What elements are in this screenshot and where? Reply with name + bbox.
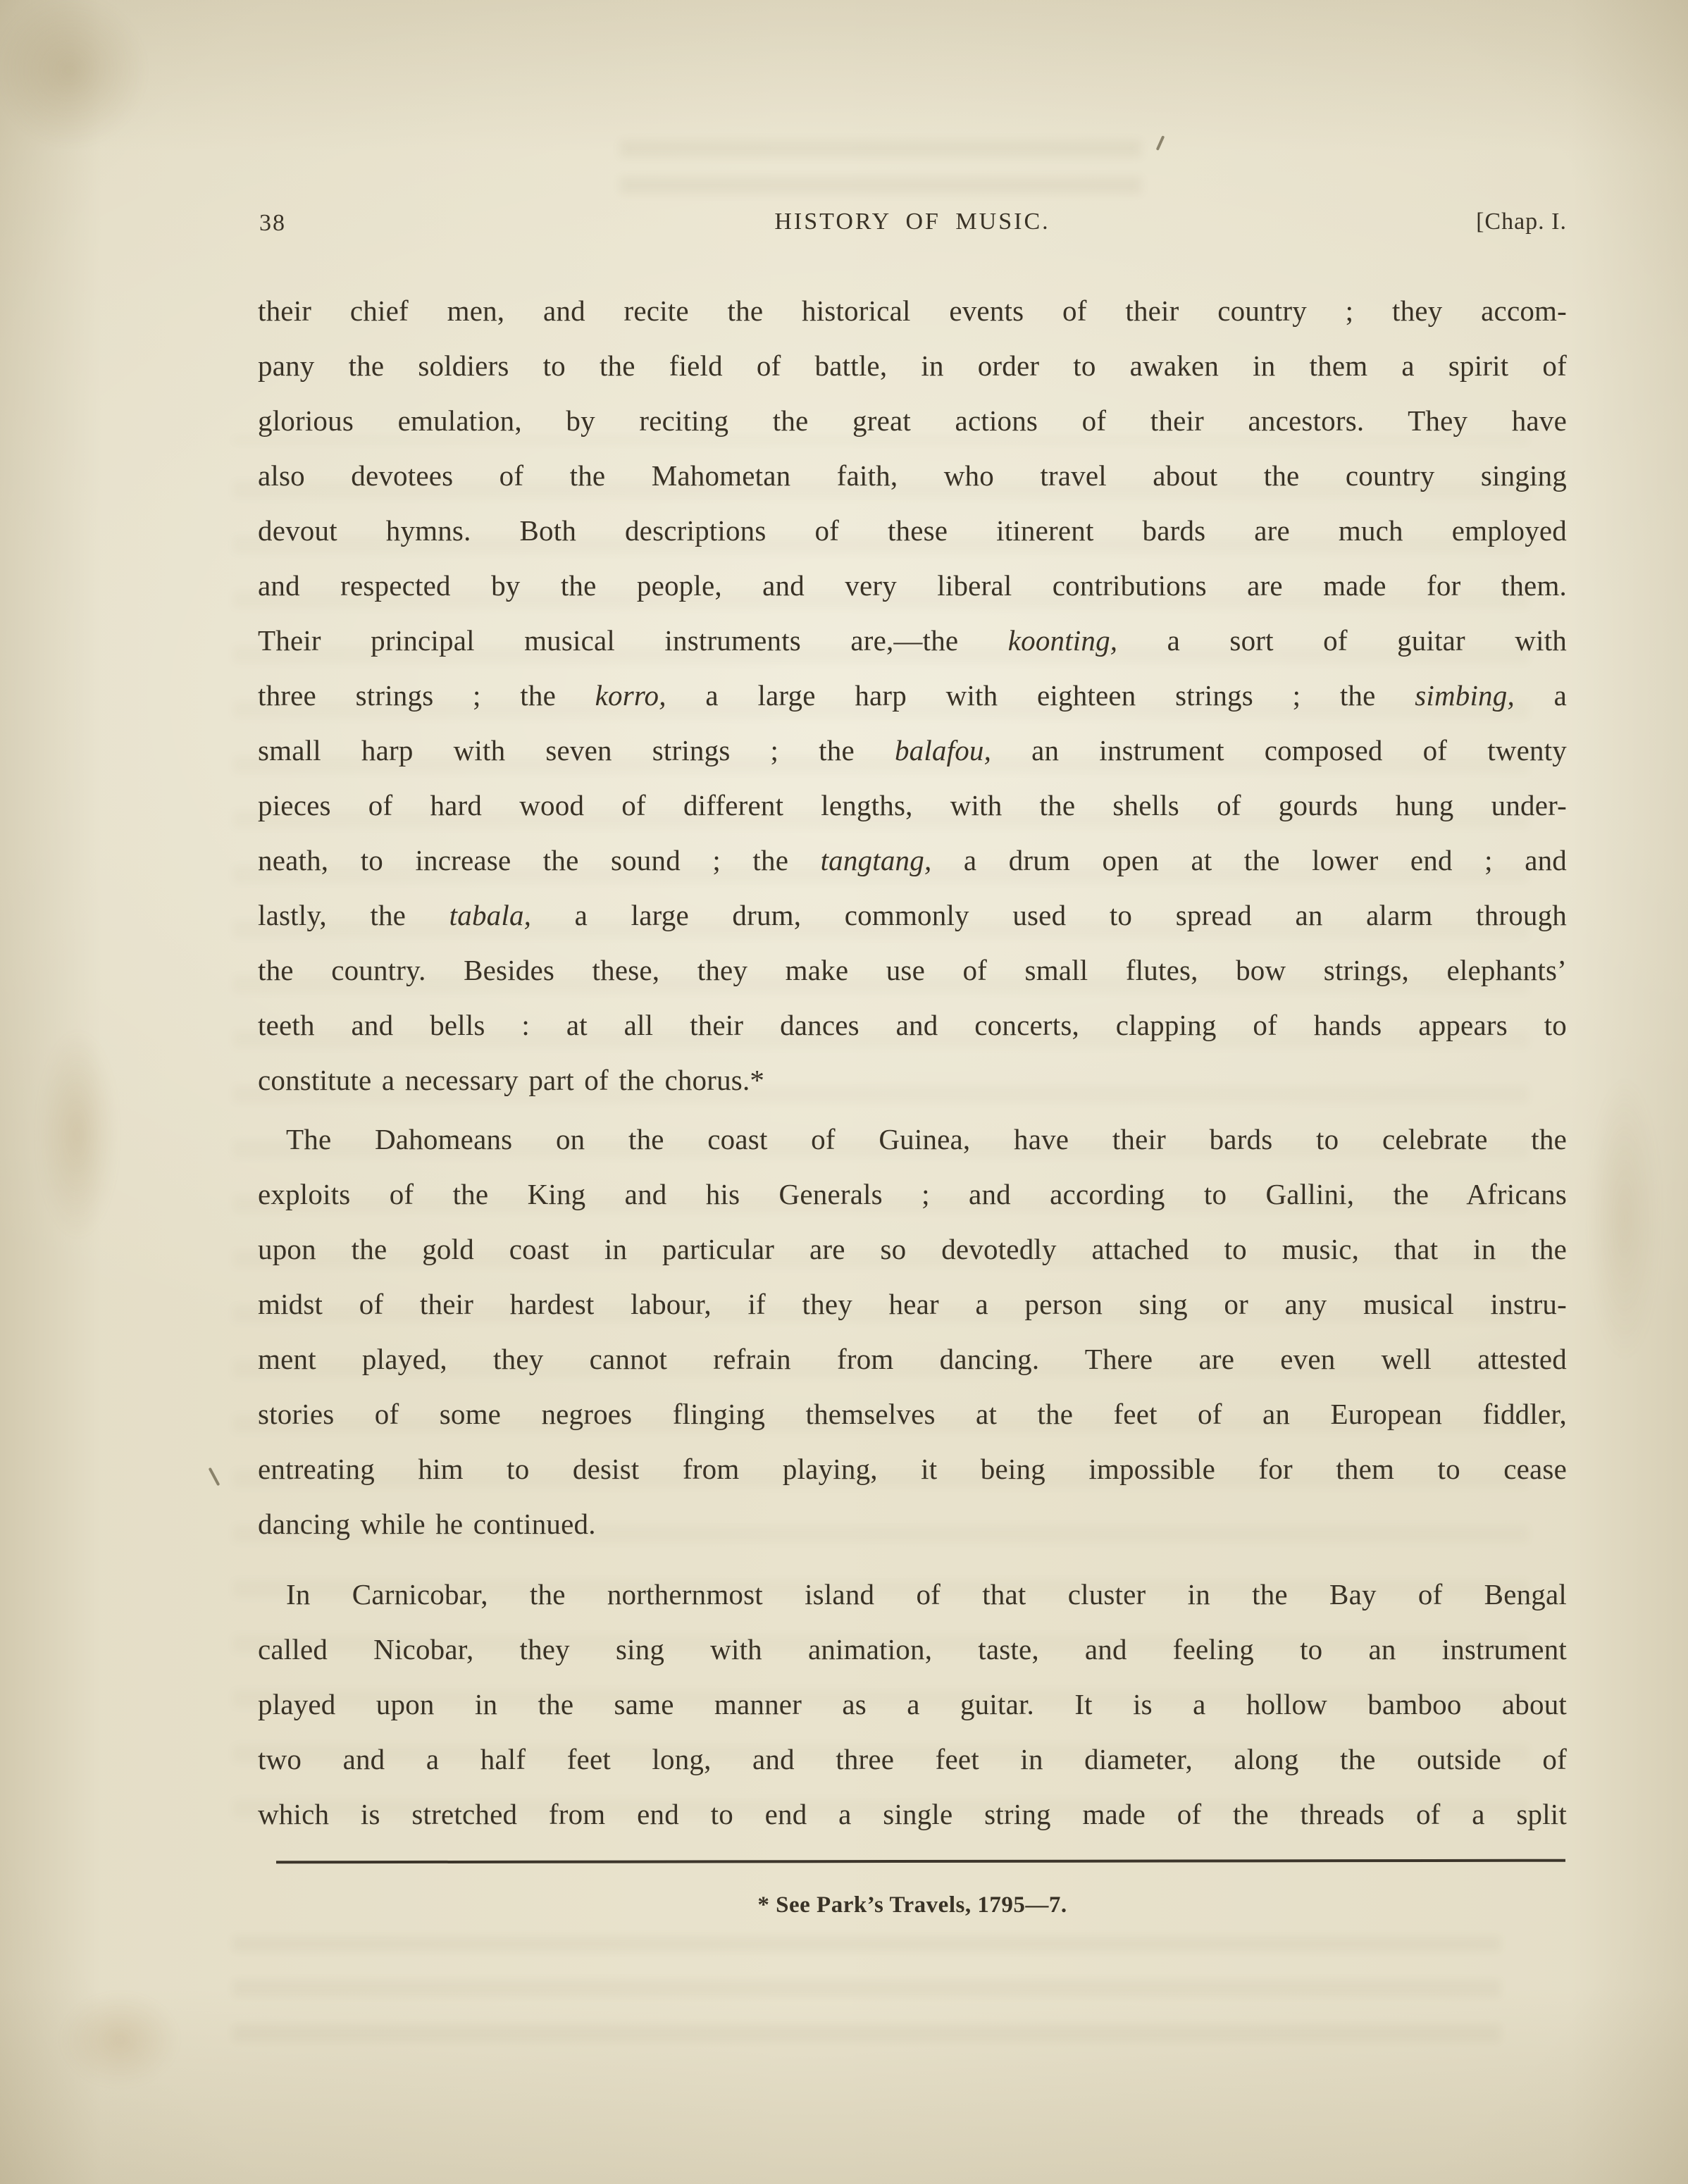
text-line: pieces of hard wood of different lengths, with the shells of gourds hung under- [258, 789, 1567, 821]
text-line: their chief men, and recite the historical events of their country ; they accom- [258, 294, 1567, 327]
text-line: stories of some negroes flinging themselves at the feet of an European fiddler, [258, 1398, 1567, 1430]
paper-stain [35, 1973, 204, 2107]
paragraph [258, 1567, 1567, 1842]
footnote: * See Park’s Travels, 1795—7. [757, 1892, 1067, 1918]
text-line: The Dahomeans on the coast of Guinea, have their bards to celebrate the [286, 1123, 1567, 1155]
body-text [258, 283, 1567, 1842]
text-line: Their principal musical instruments are,—the koonting, a sort of guitar with [258, 624, 1567, 657]
text-line: glorious emulation, by reciting the great actions of their ancestors. They have [258, 404, 1567, 437]
ink-mark [1156, 135, 1165, 151]
text-line: which is stretched from end to end a single string made of the threads of a split [258, 1798, 1567, 1830]
text-line: teeth and bells : at all their dances and concerts, clapping of hands appears to [258, 1009, 1567, 1041]
text-line: upon the gold coast in particular are so devotedly attached to music, that in the [258, 1233, 1567, 1265]
text-line: called Nicobar, they sing with animation, taste, and feeling to an instrument [258, 1633, 1567, 1665]
text-line: also devotees of the Mahometan faith, who travel about the country singing [258, 459, 1567, 492]
text-line: the country. Besides these, they make use of small flutes, bow strings, elephants’ [258, 954, 1567, 986]
bleedthrough-text [232, 1936, 1501, 2042]
text-line: constitute a necessary part of the chorus.* [258, 1064, 765, 1096]
text-line: pany the soldiers to the field of battle, in order to awaken in them a spirit of [258, 349, 1567, 382]
page-header [258, 209, 1567, 245]
chapter-label: [Chap. I. [1476, 209, 1567, 235]
text-line: entreating him to desist from playing, it being impossible for them to cease [258, 1453, 1567, 1485]
text-line: two and a half feet long, and three feet in diameter, along the outside of [258, 1743, 1567, 1775]
bleedthrough-text [620, 137, 1141, 194]
text-line: three strings ; the korro, a large harp with eighteen strings ; the simbing, a [258, 679, 1567, 712]
running-title: HISTORY OF MUSIC. [774, 209, 1050, 235]
text-line: neath, to increase the sound ; the tangtang, a drum open at the lower end ; and [258, 844, 1567, 876]
text-line: midst of their hardest labour, if they hear a person sing or any musical instru- [258, 1288, 1567, 1320]
text-line: ment played, they cannot refrain from dancing. There are even well attested [258, 1343, 1567, 1375]
text-line: small harp with seven strings ; the balafou, an instrument composed of twenty [258, 734, 1568, 767]
text-line: dancing while he continued. [258, 1508, 596, 1540]
paper-stain [1575, 1022, 1674, 1416]
paper-stain [21, 986, 134, 1282]
ink-mark [209, 1468, 221, 1487]
paper-stain [0, 0, 176, 176]
paragraph [258, 1112, 1567, 1551]
paragraph [258, 283, 1567, 1107]
text-line: In Carnicobar, the northernmost island of that cluster in the Bay of Bengal [286, 1578, 1567, 1611]
text-line: lastly, the tabala, a large drum, commonly used to spread an alarm through [258, 899, 1568, 931]
text-line: and respected by the people, and very liberal contributions are made for them. [258, 569, 1567, 602]
footnote-rule [276, 1859, 1565, 1864]
page-number: 38 [259, 210, 286, 236]
text-line: devout hymns. Both descriptions of these itinerent bards are much employed [258, 514, 1567, 547]
text-line: exploits of the King and his Generals ; and according to Gallini, the Africans [258, 1178, 1567, 1210]
text-line: played upon in the same manner as a guitar. It is a hollow bamboo about [258, 1688, 1567, 1720]
